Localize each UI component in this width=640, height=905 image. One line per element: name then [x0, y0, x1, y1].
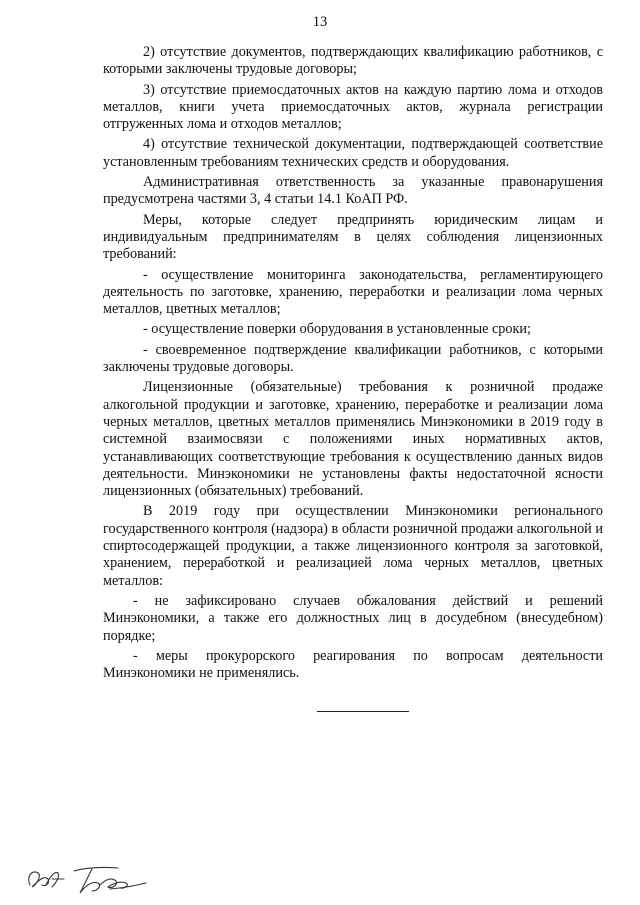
paragraph: Административная ответственность за указанные правонарушения предусмотрена частями 3, 4 статьи 14.1 КоАП РФ.	[103, 174, 603, 208]
paragraph: Лицензионные (обязательные) требования к розничной продаже алкогольной продукции и заготовке, хранению, переработке и реализации лома черных металлов, цветных металлов применялись Минэкономики в 2019 году в системной взаимосвязи с положениями иных нормативных актов, устанавливающих соответствующие требования к осуществлению данных видов деятельности. Минэкономики не установлены факты недостаточной ясности лицензионных (обязательных) требований.	[103, 379, 603, 500]
page-number: 13	[312, 14, 328, 30]
list-item: 4) отсутствие технической документации, подтверждающей соответствие установленным требованиям технических средств и оборудования.	[103, 136, 603, 170]
paragraph: В 2019 году при осуществлении Минэкономики регионального государственного контроля (надзора) в области розничной продажи алкогольной и спиртосодержащей продукции, а также лицензионного контроля за заготовкой, хранением, переработкой и реализацией лома черных металлов, цветных металлов:	[103, 503, 603, 589]
document-body	[103, 44, 603, 682]
list-item: - осуществление поверки оборудования в установленные сроки;	[143, 321, 531, 338]
list-item: 2) отсутствие документов, подтверждающих квалификацию работников, с которыми заключены трудовые договоры;	[103, 44, 603, 78]
paragraph: Меры, которые следует предпринять юридическим лицам и индивидуальным предпринимателям в целях соблюдения лицензионных требований:	[103, 211, 603, 263]
list-item: - своевременное подтверждение квалификации работников, с которыми заключены трудовые договоры.	[103, 341, 603, 376]
list-item: - меры прокурорского реагирования по вопросам деятельности Минэкономики не применялись.	[103, 647, 603, 682]
list-item: - осуществление мониторинга законодательства, регламентирующего деятельность по заготовке, хранению, переработки и реализации лома черных металлов, цветных металлов;	[103, 266, 603, 318]
signature-image	[22, 855, 152, 899]
list-item: - не зафиксировано случаев обжалования действий и решений Минэкономики, а также его должностных лиц в досудебном (внесудебном) порядке;	[103, 592, 603, 644]
list-item: 3) отсутствие приемосдаточных актов на каждую партию лома и отходов металлов, книги учета приемосдаточных актов, журнала регистрации отгруженных лома и отходов металлов;	[103, 81, 603, 133]
closing-rule	[317, 711, 409, 712]
